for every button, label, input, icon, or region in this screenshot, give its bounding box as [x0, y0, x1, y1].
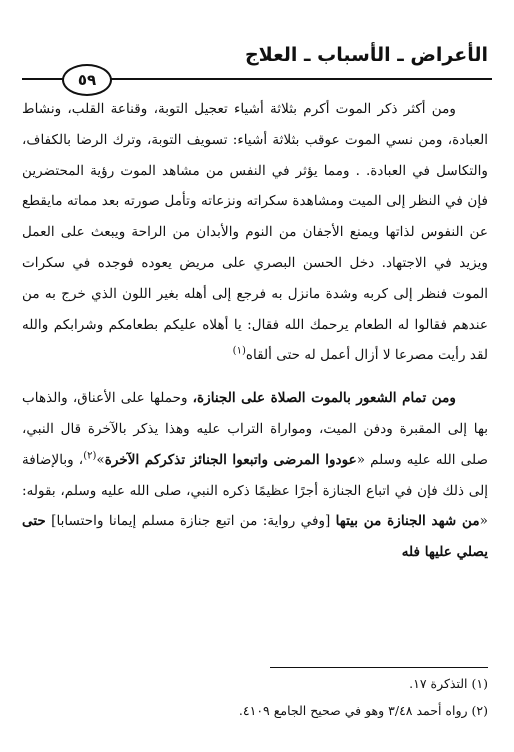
- footnote-rule: [270, 667, 488, 668]
- footnote-reference-2: (٢): [83, 450, 97, 462]
- paragraph-lead: ومن تمام الشعور بالموت الصلاة على الجنازة،: [192, 390, 456, 407]
- paragraph-text: ومن أكثر ذكر الموت أكرم بثلاثة أشياء تعجيل التوبة، وقناعة القلب، ونشاط العبادة، ومن نسي الموت عوقب بثلاثة أشياء: تسويف التوبة، وترك الرضا بالكفاف، والتكاسل في العبادة. . ومما يؤثر في النفس من مشاهد الموت رؤية المحتضرين فإن في النظر إلى الميت ومشاهدة سكراته ونزعاته وتأمل صورته بعد مماته مايقطع عن النفوس لذاتها ويمنع الأجفان من النوم والأبدان من الراحة ويبعث على العمل ويزيد في الاجتهاد. دخل الحسن البصري على مريض يعوده فوجده في سكرات الموت فنظر إلى كربه وشدة مانزل به فرجع إلى أهله بغير اللون الذي خرج به من عندهم فقالوا له الطعام يرحمك الله فقال: يا أهلاه عليكم بطعامكم وشرابكم والله لقد رأيت مصرعا لا أزال أعمل له حتى ألقاه: [22, 101, 488, 364]
- paragraph-text-b: »: [96, 451, 105, 468]
- paragraph-text-a: وحملها على الأعناق، والذهاب بها إلى المقبرة ودفن الميت، ومواراة التراب عليه وهذا يذكر بالآخرة قال النبي، صلى الله عليه وسلم «: [22, 390, 489, 468]
- footnote-2: (٢) رواه أحمد ٣/٤٨ وهو في صحيح الجامع ٤١٠٩.: [238, 703, 488, 718]
- hadith-quote-1: عودوا المرضى واتبعوا الجنائز تذكركم الآخرة: [104, 451, 357, 468]
- paragraph-text-c: ، وبالإضافة إلى ذلك فإن في اتباع الجنازة أجرًا عظيمًا ذكره النبي، صلى الله عليه وسلم، بقوله: «: [22, 451, 488, 530]
- paragraph-text-d: [وفي رواية: من اتبع جنازة مسلم إيمانا واحتسابا]: [45, 513, 336, 530]
- footnote-reference-1: (١): [232, 345, 246, 357]
- body-text: [22, 94, 488, 568]
- paragraph-remembering-death: [22, 94, 488, 371]
- hadith-quote-2: من شهد الجنازة من بيتها: [335, 513, 480, 530]
- footnote-1: (١) التذكرة ١٧.: [409, 676, 488, 691]
- paragraph-funeral: [22, 383, 488, 568]
- footnotes: [22, 670, 488, 724]
- running-title: الأعراض ـ الأسباب ـ العلاج: [244, 44, 488, 66]
- page-number: ٥٩: [62, 64, 112, 96]
- hadith-quote-3: حتى يصلي عليها فله: [22, 513, 488, 561]
